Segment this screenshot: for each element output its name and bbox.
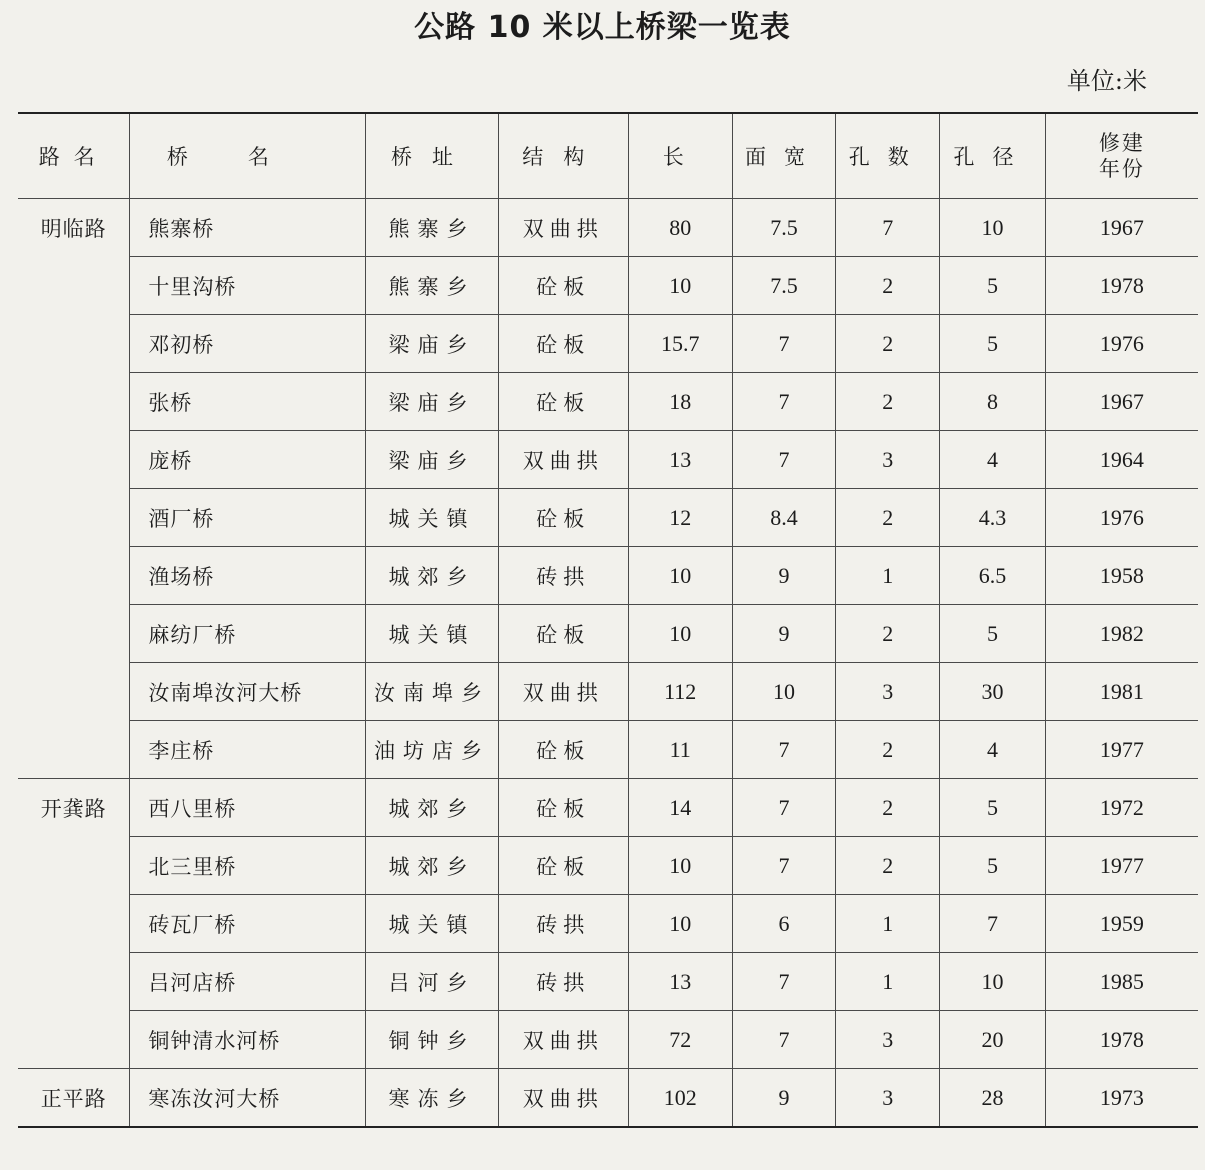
table-row (18, 257, 1198, 315)
table-row (18, 547, 1198, 605)
site-cell: 吕河乡 (366, 953, 498, 1011)
structure-cell: 砼板 (498, 779, 628, 837)
length-cell: 15.7 (628, 315, 732, 373)
span-diameter-cell: 5 (940, 605, 1046, 663)
span-diameter-cell: 5 (940, 837, 1046, 895)
table-row (18, 373, 1198, 431)
spans-cell: 2 (836, 315, 940, 373)
site-cell: 城郊乡 (366, 547, 498, 605)
bridge-table-container (18, 112, 1198, 1128)
bridge-name-cell: 铜钟清水河桥 (130, 1011, 366, 1069)
site-cell: 城关镇 (366, 489, 498, 547)
length-cell: 18 (628, 373, 732, 431)
road-cell (18, 547, 130, 605)
road-cell: 开龚路 (18, 779, 130, 837)
span-diameter-cell: 5 (940, 315, 1046, 373)
bridge-name-cell: 熊寨桥 (130, 199, 366, 257)
road-cell (18, 431, 130, 489)
structure-cell: 砖拱 (498, 895, 628, 953)
site-cell: 寒冻乡 (366, 1069, 498, 1127)
year-cell: 1981 (1045, 663, 1198, 721)
table-row (18, 779, 1198, 837)
structure-cell: 双曲拱 (498, 1069, 628, 1127)
length-cell: 10 (628, 837, 732, 895)
year-cell: 1978 (1045, 257, 1198, 315)
width-cell: 7.5 (732, 199, 836, 257)
site-cell: 城关镇 (366, 895, 498, 953)
site-cell: 梁庙乡 (366, 431, 498, 489)
header-length: 长 (628, 114, 732, 199)
length-cell: 112 (628, 663, 732, 721)
site-cell: 城郊乡 (366, 779, 498, 837)
site-cell: 铜钟乡 (366, 1011, 498, 1069)
span-diameter-cell: 7 (940, 895, 1046, 953)
table-row (18, 431, 1198, 489)
year-cell: 1967 (1045, 199, 1198, 257)
header-road: 路名 (18, 114, 130, 199)
width-cell: 8.4 (732, 489, 836, 547)
width-cell: 9 (732, 605, 836, 663)
length-cell: 80 (628, 199, 732, 257)
bridge-name-cell: 砖瓦厂桥 (130, 895, 366, 953)
road-cell (18, 315, 130, 373)
width-cell: 7 (732, 315, 836, 373)
spans-cell: 2 (836, 489, 940, 547)
span-diameter-cell: 30 (940, 663, 1046, 721)
structure-cell: 砼板 (498, 837, 628, 895)
site-cell: 熊寨乡 (366, 257, 498, 315)
bridge-name-cell: 北三里桥 (130, 837, 366, 895)
width-cell: 7 (732, 837, 836, 895)
structure-cell: 砼板 (498, 257, 628, 315)
span-diameter-cell: 8 (940, 373, 1046, 431)
site-cell: 熊寨乡 (366, 199, 498, 257)
header-bridge-name: 桥名 (130, 114, 366, 199)
site-cell: 梁庙乡 (366, 315, 498, 373)
length-cell: 72 (628, 1011, 732, 1069)
table-row (18, 837, 1198, 895)
bridge-name-cell: 张桥 (130, 373, 366, 431)
table-row (18, 663, 1198, 721)
span-diameter-cell: 5 (940, 779, 1046, 837)
width-cell: 7.5 (732, 257, 836, 315)
length-cell: 102 (628, 1069, 732, 1127)
bridge-name-cell: 渔场桥 (130, 547, 366, 605)
year-cell: 1964 (1045, 431, 1198, 489)
header-span-diameter: 孔径 (940, 114, 1046, 199)
span-diameter-cell: 10 (940, 953, 1046, 1011)
site-cell: 城关镇 (366, 605, 498, 663)
year-cell: 1977 (1045, 721, 1198, 779)
table-row (18, 1069, 1198, 1127)
spans-cell: 3 (836, 663, 940, 721)
road-cell (18, 489, 130, 547)
bridge-name-cell: 庞桥 (130, 431, 366, 489)
road-cell (18, 837, 130, 895)
width-cell: 7 (732, 1011, 836, 1069)
length-cell: 14 (628, 779, 732, 837)
spans-cell: 7 (836, 199, 940, 257)
structure-cell: 砼板 (498, 605, 628, 663)
span-diameter-cell: 10 (940, 199, 1046, 257)
structure-cell: 砼板 (498, 489, 628, 547)
year-cell: 1973 (1045, 1069, 1198, 1127)
road-cell (18, 373, 130, 431)
road-cell (18, 605, 130, 663)
span-diameter-cell: 6.5 (940, 547, 1046, 605)
table-row (18, 315, 1198, 373)
width-cell: 7 (732, 779, 836, 837)
site-cell: 城郊乡 (366, 837, 498, 895)
bridge-name-cell: 麻纺厂桥 (130, 605, 366, 663)
year-cell: 1967 (1045, 373, 1198, 431)
structure-cell: 砼板 (498, 373, 628, 431)
year-cell: 1976 (1045, 315, 1198, 373)
year-cell: 1978 (1045, 1011, 1198, 1069)
structure-cell: 砖拱 (498, 547, 628, 605)
spans-cell: 2 (836, 373, 940, 431)
structure-cell: 双曲拱 (498, 199, 628, 257)
width-cell: 9 (732, 547, 836, 605)
road-cell (18, 1011, 130, 1069)
length-cell: 12 (628, 489, 732, 547)
spans-cell: 3 (836, 431, 940, 489)
spans-cell: 1 (836, 895, 940, 953)
spans-cell: 3 (836, 1069, 940, 1127)
year-cell: 1972 (1045, 779, 1198, 837)
bridge-name-cell: 酒厂桥 (130, 489, 366, 547)
road-cell (18, 895, 130, 953)
table-row (18, 199, 1198, 257)
bridge-name-cell: 西八里桥 (130, 779, 366, 837)
table-header-row (18, 114, 1198, 199)
length-cell: 10 (628, 895, 732, 953)
structure-cell: 双曲拱 (498, 431, 628, 489)
length-cell: 10 (628, 605, 732, 663)
year-cell: 1958 (1045, 547, 1198, 605)
page-title: 公路 10 米以上桥梁一览表 (414, 10, 791, 45)
width-cell: 7 (732, 953, 836, 1011)
length-cell: 11 (628, 721, 732, 779)
bridge-name-cell: 邓初桥 (130, 315, 366, 373)
table-row (18, 489, 1198, 547)
span-diameter-cell: 4 (940, 721, 1046, 779)
year-cell: 1982 (1045, 605, 1198, 663)
bridge-name-cell: 汝南埠汝河大桥 (130, 663, 366, 721)
road-cell: 正平路 (18, 1069, 130, 1127)
span-diameter-cell: 4.3 (940, 489, 1046, 547)
table-row (18, 721, 1198, 779)
header-width: 面宽 (732, 114, 836, 199)
table-row (18, 953, 1198, 1011)
length-cell: 13 (628, 953, 732, 1011)
width-cell: 7 (732, 721, 836, 779)
header-spans: 孔数 (836, 114, 940, 199)
year-cell: 1976 (1045, 489, 1198, 547)
span-diameter-cell: 20 (940, 1011, 1046, 1069)
road-cell (18, 953, 130, 1011)
length-cell: 13 (628, 431, 732, 489)
unit-label: 单位:米 (1066, 67, 1147, 95)
width-cell: 9 (732, 1069, 836, 1127)
year-cell: 1985 (1045, 953, 1198, 1011)
length-cell: 10 (628, 257, 732, 315)
road-cell: 明临路 (18, 199, 130, 257)
road-cell (18, 721, 130, 779)
span-diameter-cell: 28 (940, 1069, 1046, 1127)
table-row (18, 1011, 1198, 1069)
width-cell: 7 (732, 431, 836, 489)
spans-cell: 2 (836, 779, 940, 837)
width-cell: 7 (732, 373, 836, 431)
spans-cell: 2 (836, 257, 940, 315)
bridge-name-cell: 寒冻汝河大桥 (130, 1069, 366, 1127)
structure-cell: 双曲拱 (498, 1011, 628, 1069)
spans-cell: 2 (836, 837, 940, 895)
width-cell: 10 (732, 663, 836, 721)
bridge-name-cell: 吕河店桥 (130, 953, 366, 1011)
bridge-name-cell: 十里沟桥 (130, 257, 366, 315)
spans-cell: 1 (836, 547, 940, 605)
span-diameter-cell: 5 (940, 257, 1046, 315)
bridge-table (18, 114, 1198, 1126)
road-cell (18, 663, 130, 721)
spans-cell: 2 (836, 721, 940, 779)
header-year: 修建 年份 (1045, 114, 1198, 199)
bridge-name-cell: 李庄桥 (130, 721, 366, 779)
table-row (18, 605, 1198, 663)
spans-cell: 2 (836, 605, 940, 663)
site-cell: 汝南埠乡 (366, 663, 498, 721)
structure-cell: 砼板 (498, 721, 628, 779)
spans-cell: 3 (836, 1011, 940, 1069)
spans-cell: 1 (836, 953, 940, 1011)
width-cell: 6 (732, 895, 836, 953)
table-body (18, 199, 1198, 1127)
length-cell: 10 (628, 547, 732, 605)
header-structure: 结构 (498, 114, 628, 199)
span-diameter-cell: 4 (940, 431, 1046, 489)
site-cell: 梁庙乡 (366, 373, 498, 431)
structure-cell: 砖拱 (498, 953, 628, 1011)
structure-cell: 砼板 (498, 315, 628, 373)
road-cell (18, 257, 130, 315)
year-cell: 1977 (1045, 837, 1198, 895)
year-cell: 1959 (1045, 895, 1198, 953)
structure-cell: 双曲拱 (498, 663, 628, 721)
site-cell: 油坊店乡 (366, 721, 498, 779)
table-row (18, 895, 1198, 953)
header-site: 桥址 (366, 114, 498, 199)
